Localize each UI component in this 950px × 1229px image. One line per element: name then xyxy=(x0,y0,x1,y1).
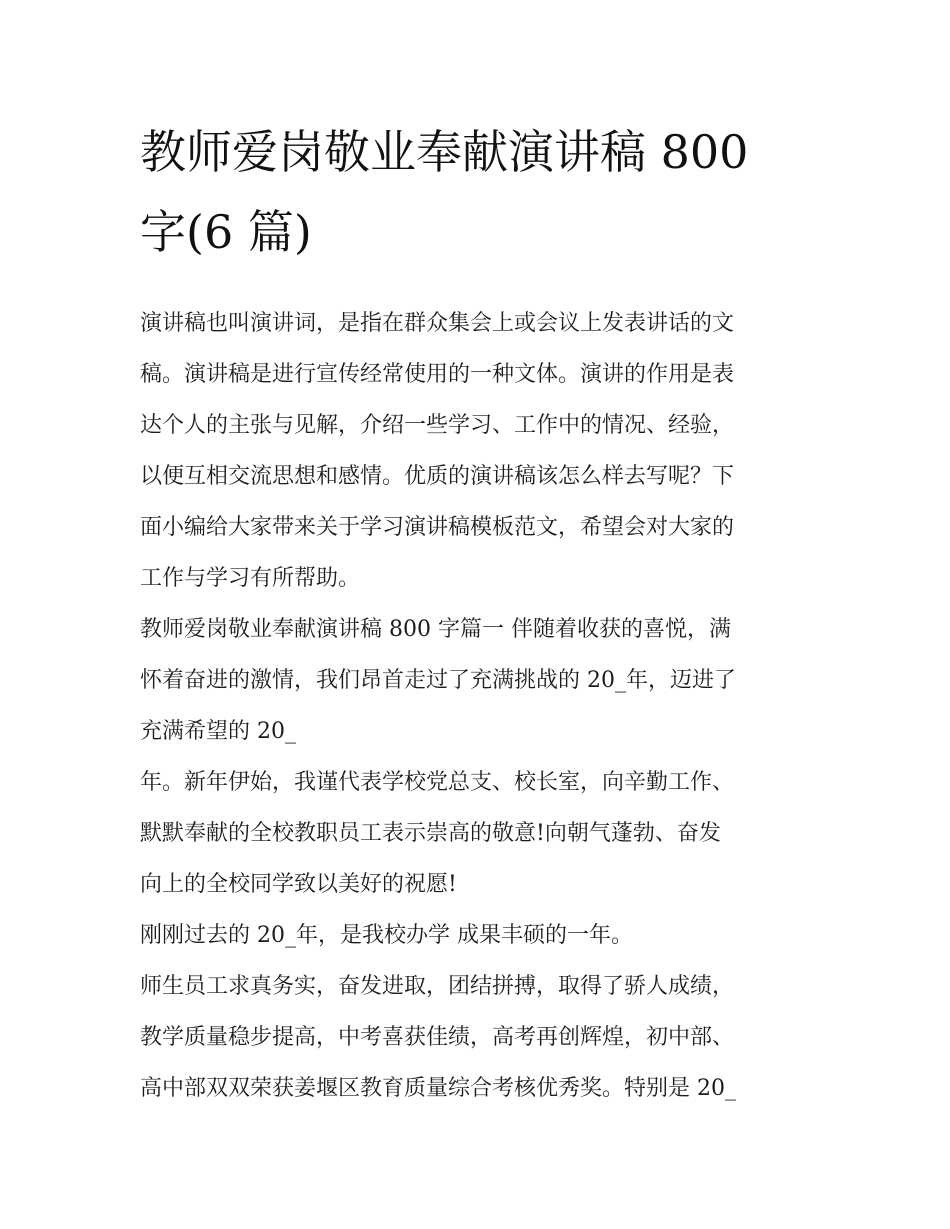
text-line: 刚刚过去的 20_年，是我校办学 成果丰硕的一年。 xyxy=(140,923,633,948)
text-line: 高中部双双荣获姜堰区教育质量综合考核优秀奖。特别是 20_ xyxy=(140,1076,736,1101)
document-body xyxy=(140,298,820,1114)
text-line: 教学质量稳步提高，中考喜获佳绩，高考再创辉煌，初中部、 xyxy=(140,1025,735,1050)
text-line: 师生员工求真务实，奋发进取，团结拼搏，取得了骄人成绩， xyxy=(140,974,735,999)
title-line: 字(6 篇) xyxy=(140,205,312,259)
text-line: 稿。演讲稿是进行宣传经常使用的一种文体。演讲的作用是表 xyxy=(140,362,735,387)
greeting-paragraph xyxy=(140,757,820,910)
text-line: 教师爱岗敬业奉献演讲稿 800 字篇一 伴随着收获的喜悦，满 xyxy=(140,617,731,642)
text-line: 达个人的主张与见解，介绍一些学习、工作中的情况、经验， xyxy=(140,413,735,438)
speech-heading-paragraph xyxy=(140,604,820,757)
text-line: 演讲稿也叫演讲词，是指在群众集会上或会议上发表讲话的文 xyxy=(140,311,735,336)
review-paragraph xyxy=(140,910,820,961)
intro-paragraph xyxy=(140,298,820,604)
text-line: 以便互相交流思想和感情。优质的演讲稿该怎么样去写呢？下 xyxy=(140,464,735,489)
document-title xyxy=(140,112,820,272)
text-line: 默默奉献的全校教职员工表示崇高的敬意!向朝气蓬勃、奋发 xyxy=(140,821,721,846)
text-line: 充满希望的 20_ xyxy=(140,719,296,744)
text-line: 向上的全校同学致以美好的祝愿! xyxy=(140,872,457,897)
text-line: 年。新年伊始，我谨代表学校党总支、校长室，向辛勤工作、 xyxy=(140,770,735,795)
text-line: 面小编给大家带来关于学习演讲稿模板范文，希望会对大家的 xyxy=(140,515,735,540)
achievements-paragraph xyxy=(140,961,820,1114)
text-line: 怀着奋进的激情，我们昂首走过了充满挑战的 20_年，迈进了 xyxy=(140,668,736,693)
title-line: 教师爱岗敬业奉献演讲稿 800 xyxy=(140,125,749,179)
text-line: 工作与学习有所帮助。 xyxy=(140,566,361,591)
document-content xyxy=(140,112,820,1114)
